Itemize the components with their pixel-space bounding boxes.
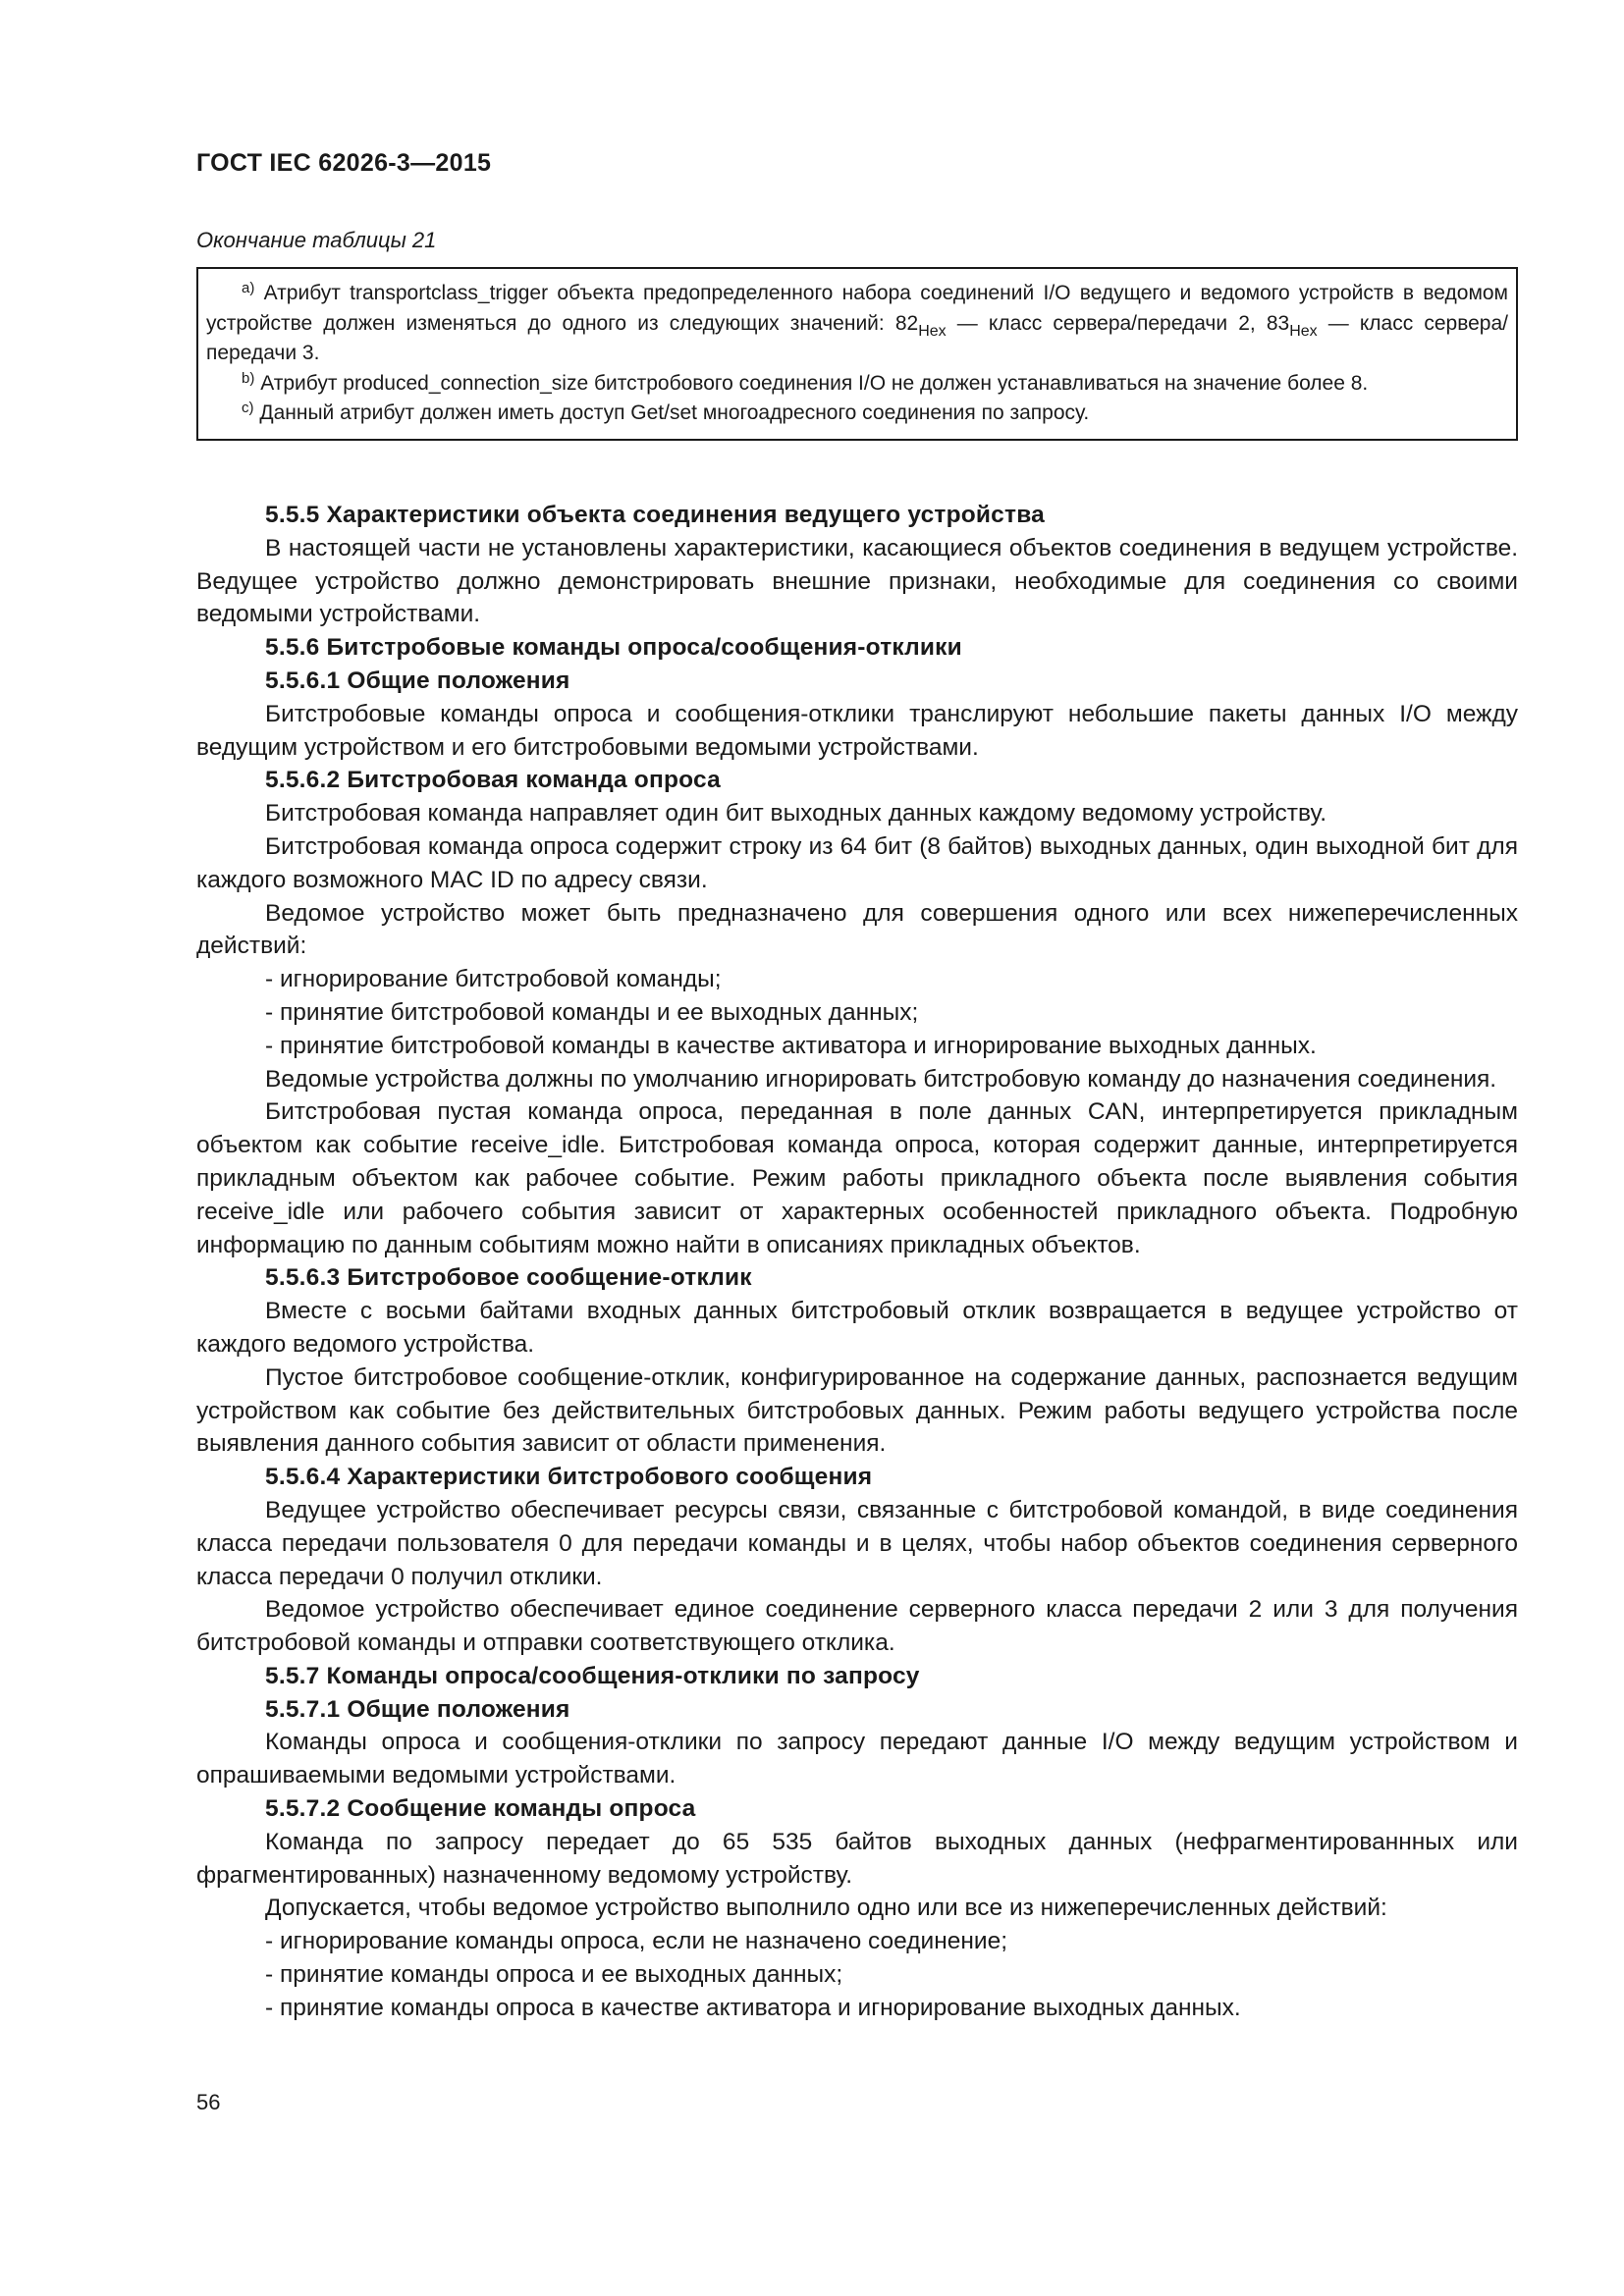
footnote-a-subscript: Hex — [918, 322, 947, 340]
body-paragraph: Ведомое устройство обеспечивает единое соединение серверного класса передачи 2 или 3 для получения битстробовой команды и отправки соответствующего отклика. — [196, 1596, 1518, 1657]
footnote-a-text: Атрибут transportclass_trigger объекта предопределенного набора соединений I/O ведущего и ведомого устройств в ведомом устройстве должен изменяться до одного из следующих значений: 82 — [206, 282, 1508, 335]
footnote-a-text: — класс сервера/передачи 3. — [206, 311, 1508, 364]
body-paragraph: Битстробовая пустая команда опроса, переданная в поле данных CAN, интерпретируется прикладным объектом как событие receive_idle. Битстробовая команда опроса, которая содержит данные, интерпретируется прикладным объектом как рабочее событие. Режим работы прикладного объекта после выявления события receive_idle или рабочего события зависит от характерных особенностей прикладного объекта. Подробную информацию по данным событиям можно найти в описаниях прикладных объектов. — [196, 1098, 1518, 1258]
body-paragraph: Команды опроса и сообщения-отклики по запросу передают данные I/O между ведущим устройством и опрашиваемыми ведомыми устройствами. — [196, 1729, 1518, 1789]
document-body — [196, 499, 1518, 2025]
footnote-a-mark: a) — [242, 280, 255, 296]
table-footnotes — [196, 267, 1518, 441]
section-heading: 5.5.5 Характеристики объекта соединения ведущего устройства — [265, 502, 1045, 528]
body-paragraph: Вместе с восьми байтами входных данных битстробовый отклик возвращается в ведущее устройство от каждого ведомого устройства. — [196, 1298, 1518, 1358]
footnote-a-subscript: Hex — [1289, 322, 1318, 340]
section-heading: 5.5.6 Битстробовые команды опроса/сообщения-отклики — [265, 634, 962, 662]
table-continuation-caption: Окончание таблицы 21 — [196, 228, 437, 252]
document-header: ГОСТ IEC 62026-3—2015 — [196, 149, 492, 177]
section-heading: 5.5.6.3 Битстробовое сообщение-отклик — [265, 1264, 752, 1292]
footnote-c-text: Данный атрибут должен иметь доступ Get/set многоадресного соединения по запросу. — [259, 401, 1090, 424]
body-paragraph: Битстробовая команда направляет один бит выходных данных каждому ведомому устройству. — [265, 800, 1327, 828]
body-paragraph: Допускается, чтобы ведомое устройство выполнило одно или все из нижеперечисленных действий: — [265, 1895, 1387, 1922]
section-heading: 5.5.7 Команды опроса/сообщения-отклики по запросу — [265, 1662, 920, 1689]
section-heading: 5.5.6.1 Общие положения — [265, 667, 570, 694]
footnote-c-mark: c) — [242, 400, 254, 416]
page-number: 56 — [196, 2090, 221, 2114]
section-heading: 5.5.6.2 Битстробовая команда опроса — [265, 767, 721, 794]
section-heading: 5.5.7.1 Общие положения — [265, 1695, 570, 1723]
footnote-c — [206, 399, 1508, 429]
body-paragraph: Битстробовые команды опроса и сообщения-отклики транслируют небольшие пакеты данных I/O между ведущим устройством и его битстробовыми ведомыми устройствами. — [196, 700, 1518, 761]
footnote-a-text: — класс сервера/передачи 2, 83 — [946, 311, 1290, 335]
body-paragraph: Ведомое устройство может быть предназначено для совершения одного или всех нижеперечисленных действий: — [196, 899, 1518, 960]
body-paragraph: Пустое битстробовое сообщение-отклик, конфигурированное на содержание данных, распознается ведущим устройством как событие без действительных битстробовых данных. Режим работы ведущего устройства после выявления данного события зависит от области применения. — [196, 1363, 1518, 1458]
body-paragraph: Битстробовая команда опроса содержит строку из 64 бит (8 байтов) выходных данных, один выходной бит для каждого возможного MAC ID по адресу связи. — [196, 832, 1518, 893]
section-heading: 5.5.6.4 Характеристики битстробового сообщения — [265, 1464, 873, 1491]
list-item: - игнорирование команды опроса, если не назначено соединение; — [265, 1928, 1008, 1955]
footnote-b — [206, 369, 1508, 400]
footnote-b-mark: b) — [242, 369, 255, 387]
list-item: - принятие команды опроса в качестве активатора и игнорирование выходных данных. — [265, 1994, 1241, 2021]
list-item: - принятие команды опроса и ее выходных данных; — [265, 1961, 843, 1989]
list-item: - игнорирование битстробовой команды; — [265, 966, 722, 993]
body-paragraph: Ведомые устройства должны по умолчанию игнорировать битстробовую команду до назначения соединения. — [265, 1065, 1497, 1093]
body-paragraph: В настоящей части не установлены характеристики, касающиеся объектов соединения в ведущем устройстве. Ведущее устройство должно демонстрировать внешние признаки, необходимые для соединения со своими ведомыми устройствами. — [196, 534, 1518, 628]
list-item: - принятие битстробовой команды в качестве активатора и игнорирование выходных данных. — [265, 1032, 1317, 1059]
list-item: - принятие битстробовой команды и ее выходных данных; — [265, 998, 919, 1026]
section-heading: 5.5.7.2 Сообщение команды опроса — [265, 1795, 696, 1823]
footnote-a — [206, 279, 1508, 369]
body-paragraph: Команда по запросу передает до 65 535 байтов выходных данных (нефрагментированнных или фрагментированных) назначенному ведомому устройству. — [196, 1828, 1518, 1889]
footnote-b-text: Атрибут produced_connection_size битстробового соединения I/O не должен устанавливаться на значение более 8. — [260, 371, 1369, 395]
body-paragraph: Ведущее устройство обеспечивает ресурсы связи, связанные с битстробовой командой, в виде соединения класса передачи пользователя 0 для передачи команды и в целях, чтобы набор объектов соединения серверного класса передачи 0 получил отклики. — [196, 1496, 1518, 1590]
